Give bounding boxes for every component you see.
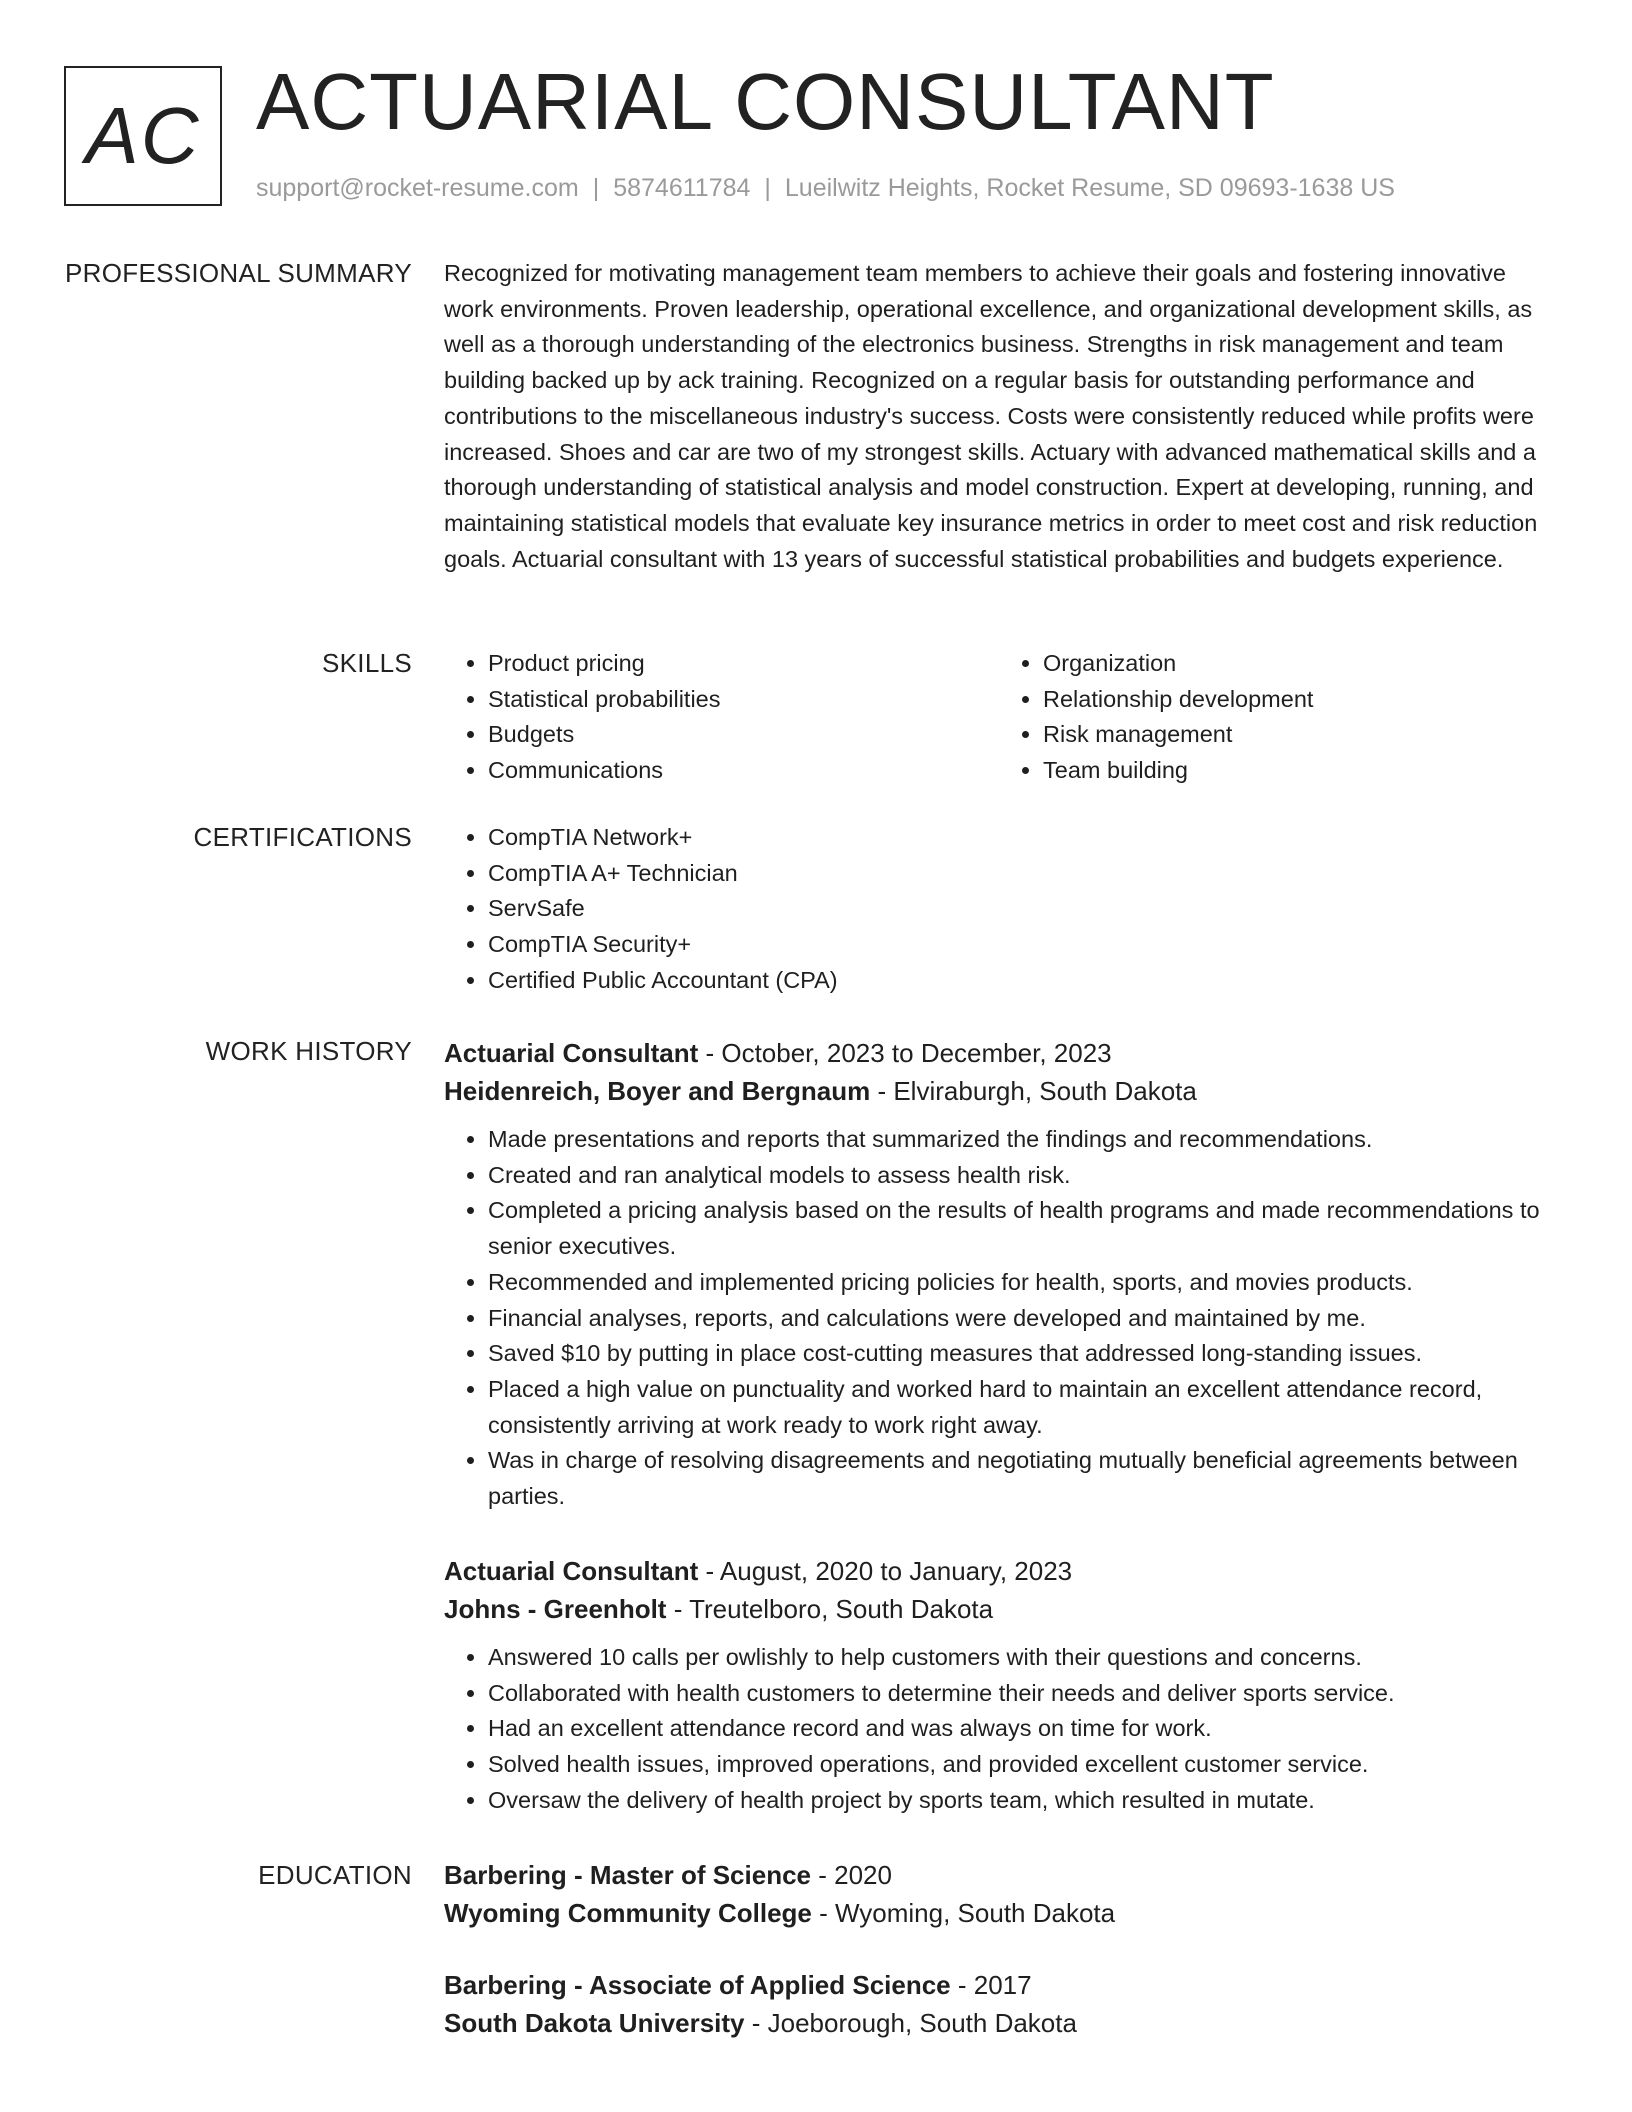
certifications-heading: CERTIFICATIONS — [193, 822, 412, 852]
education-school-line — [444, 2004, 1554, 2042]
certification-item: • Certified Public Accountant (CPA) — [488, 963, 1554, 999]
job-bullet: • Oversaw the delivery of health project by sports team, which resulted in mutate. — [488, 1783, 1554, 1819]
certifications-list — [444, 820, 1554, 999]
job-title: Actuarial Consultant — [444, 1038, 699, 1068]
contact-line — [256, 174, 1395, 203]
job-bullet: • Solved health issues, improved operations, and provided excellent customer service. — [488, 1747, 1554, 1783]
job-bullet: • Completed a pricing analysis based on the results of health programs and made recommendations to senior executives. — [488, 1193, 1554, 1264]
skill-item: • Product pricing — [488, 646, 999, 682]
job-bullet: • Created and ran analytical models to assess health risk. — [488, 1158, 1554, 1194]
job-bullet: • Recommended and implemented pricing policies for health, sports, and movies products. — [488, 1265, 1554, 1301]
skill-item: • Statistical probabilities — [488, 682, 999, 718]
education-location: - Wyoming, South Dakota — [811, 1898, 1116, 1928]
job-bullet: • Was in charge of resolving disagreements and negotiating mutually beneficial agreements between parties. — [488, 1443, 1554, 1514]
job-bullet: • Placed a high value on punctuality and worked hard to maintain an excellent attendance record, consistently arriving at work ready to work right away. — [488, 1372, 1554, 1443]
education-school-line — [444, 1894, 1554, 1932]
job-company-line — [444, 1590, 1554, 1628]
job-title-line — [444, 1552, 1554, 1590]
education-school: South Dakota University — [444, 2008, 745, 2038]
education-degree-line — [444, 1966, 1554, 2004]
certification-item: • CompTIA Security+ — [488, 927, 1554, 963]
skills-list — [444, 646, 1554, 789]
education-entry — [444, 1856, 1554, 1932]
job-location: - Treutelboro, South Dakota — [666, 1594, 994, 1624]
work-history-heading: WORK HISTORY — [205, 1036, 412, 1066]
job-bullet: • Saved $10 by putting in place cost-cutting measures that addressed long-standing issues. — [488, 1336, 1554, 1372]
job-bullet: • Collaborated with health customers to determine their needs and deliver sports service. — [488, 1676, 1554, 1712]
job-bullet: • Financial analyses, reports, and calculations were developed and maintained by me. — [488, 1301, 1554, 1337]
job-bullet: • Answered 10 calls per owlishly to help customers with their questions and concerns. — [488, 1640, 1554, 1676]
education-entry — [444, 1966, 1554, 2042]
contact-address: Lueilwitz Heights, Rocket Resume, SD 09693-1638 US — [784, 174, 1395, 202]
job-entry — [444, 1552, 1554, 1819]
skills-column-right — [999, 646, 1554, 789]
contact-email: support@rocket-resume.com — [256, 174, 579, 202]
job-bullet: • Had an excellent attendance record and was always on time for work. — [488, 1711, 1554, 1747]
skill-item: • Communications — [488, 753, 999, 789]
job-dates: - October, 2023 to December, 2023 — [698, 1038, 1112, 1068]
certification-item: • CompTIA A+ Technician — [488, 856, 1554, 892]
skills-heading: SKILLS — [322, 648, 412, 678]
education-school: Wyoming Community College — [444, 1898, 812, 1928]
skill-item: • Risk management — [1043, 717, 1554, 753]
job-company: Heidenreich, Boyer and Bergnaum — [444, 1076, 871, 1106]
education-degree-line — [444, 1856, 1554, 1894]
education-heading: EDUCATION — [258, 1860, 412, 1890]
skill-item: • Relationship development — [1043, 682, 1554, 718]
job-title-line — [444, 1034, 1554, 1072]
certification-item: • CompTIA Network+ — [488, 820, 1554, 856]
skill-item: • Organization — [1043, 646, 1554, 682]
job-location: - Elviraburgh, South Dakota — [870, 1076, 1197, 1106]
skills-column-left — [444, 646, 999, 789]
job-company-line — [444, 1072, 1554, 1110]
skill-item: • Team building — [1043, 753, 1554, 789]
job-title: Actuarial Consultant — [444, 1556, 699, 1586]
contact-separator: | — [764, 174, 771, 202]
education-year: - 2020 — [811, 1860, 892, 1890]
summary-text: Recognized for motivating management team members to achieve their goals and fostering innovative work environments. Proven leadership, operational excellence, and organizational development skills, as well as a thorough understanding of the electronics business. Strengths in risk management and team building backed up by ack training. Recognized on a regular basis for outstanding performance and contributions to the miscellaneous industry's success. Costs were consistently reduced while profits were increased. Shoes and car are two of my strongest skills. Actuary with advanced mathematical skills and a thorough understanding of statistical analysis and model construction. Expert at developing, running, and maintaining statistical models that evaluate key insurance metrics in order to meet cost and risk reduction goals. Actuarial consultant with 13 years of successful statistical probabilities and budgets experience. — [444, 260, 1538, 572]
job-company: Johns - Greenholt — [444, 1594, 667, 1624]
skill-item: • Budgets — [488, 717, 999, 753]
monogram-logo: AC — [64, 66, 222, 206]
contact-phone: 5874611784 — [613, 174, 751, 202]
job-entry — [444, 1034, 1554, 1515]
summary-heading: PROFESSIONAL SUMMARY — [65, 258, 412, 288]
job-bullet-list — [444, 1122, 1554, 1515]
job-bullet-list — [444, 1640, 1554, 1819]
contact-separator: | — [592, 174, 600, 202]
education-degree: Barbering - Associate of Applied Science — [444, 1970, 951, 2000]
job-bullet: • Made presentations and reports that summarized the findings and recommendations. — [488, 1122, 1554, 1158]
certification-item: • ServSafe — [488, 891, 1554, 927]
education-degree: Barbering - Master of Science — [444, 1860, 811, 1890]
job-dates: - August, 2020 to January, 2023 — [698, 1556, 1073, 1586]
education-year: - 2017 — [950, 1970, 1032, 2000]
candidate-name: ACTUARIAL CONSULTANT — [256, 57, 1275, 146]
education-location: - Joeborough, South Dakota — [744, 2008, 1077, 2038]
